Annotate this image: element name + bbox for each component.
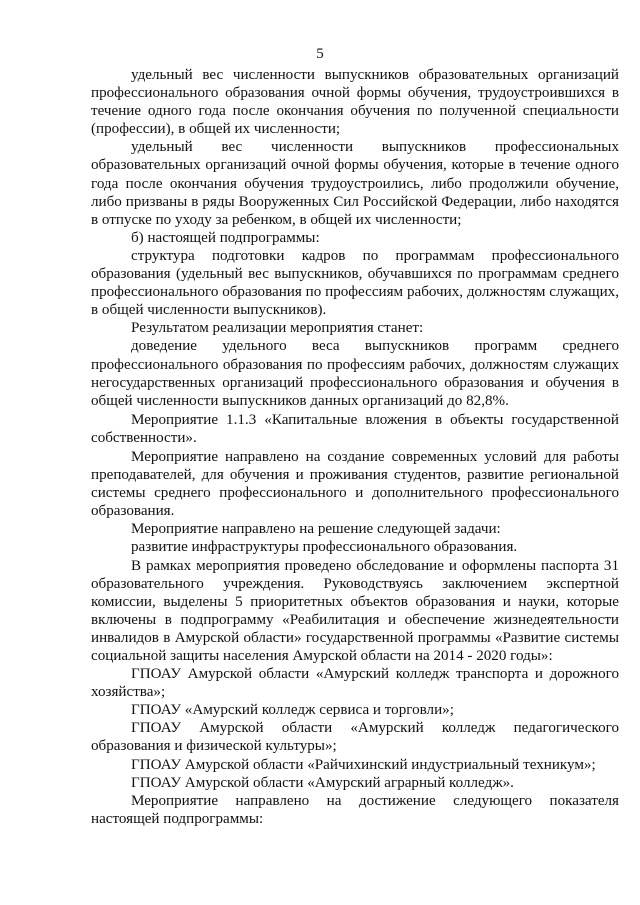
paragraph: Результатом реализации мероприятия станет:: [131, 320, 424, 337]
body-text: [91, 66, 619, 828]
paragraph: Мероприятие направлено на решение следующей задачи:: [131, 521, 501, 538]
paragraph: ГПОАУ Амурской области «Райчихинский индустриальный техникум»;: [131, 756, 596, 773]
paragraph: ГПОАУ «Амурский колледж сервиса и торговли»;: [131, 702, 454, 719]
paragraph: структура подготовки кадров по программам профессионального образования (удельный вес выпускников, обучавшихся по программам среднего профессионального образования по профессиям рабочих, должностям служащих, в общей численности выпускников).: [91, 247, 619, 319]
paragraph: доведение удельного веса выпускников программ среднего профессионального образования по профессиям рабочих, должностям служащих негосударственных организаций профессионального образования и обучения в общей численности выпускников данных организаций до 82,8%.: [91, 338, 619, 409]
paragraph: В рамках мероприятия проведено обследование и оформлены паспорта 31 образовательного учреждения. Руководствуясь заключением экспертной комиссии, выделены 5 приоритетных объектов образования и науки, которые включены в подпрограмму «Реабилитация и обеспечение жизнедеятельности инвалидов в Амурской области» государственной программы «Развитие системы социальной защиты населения Амурской области на 2014 - 2020 годы»:: [91, 557, 619, 664]
paragraph: Мероприятие направлено на достижение следующего показателя настоящей подпрограммы:: [91, 792, 619, 827]
paragraph: удельный вес численности выпускников профессиональных образовательных организаций очной формы обучения, которые в течение одного года после окончания обучения трудоустроились, либо продолжили обучение, либо призваны в ряды Вооруженных Сил Российской Федерации, либо находятся в отпуске по уходу за ребенком, в общей их численности;: [91, 139, 619, 228]
paragraph: удельный вес численности выпускников образовательных организаций профессионального образования очной формы обучения, трудоустроившихся в течение одного года после окончания обучения по полученной специальности (профессии), в общей их численности;: [91, 67, 619, 138]
paragraph: ГПОАУ Амурской области «Амурский колледж транспорта и дорожного хозяйства»;: [91, 666, 619, 701]
page-number: 5: [316, 46, 324, 62]
paragraph: Мероприятие 1.1.3 «Капитальные вложения в объекты государственной собственности».: [91, 411, 619, 446]
paragraph: Мероприятие направлено на создание современных условий для работы преподавателей, для обучения и проживания студентов, развитие региональной системы среднего профессионального и дополнительного профессионального образования.: [91, 448, 619, 520]
paragraph: развитие инфраструктуры профессионального образования.: [131, 539, 518, 556]
paragraph: б) настоящей подпрограммы:: [131, 229, 320, 246]
paragraph: ГПОАУ Амурской области «Амурский колледж педагогического образования и физической культуры»;: [91, 720, 619, 755]
paragraph: ГПОАУ Амурской области «Амурский аграрный колледж».: [131, 774, 514, 791]
